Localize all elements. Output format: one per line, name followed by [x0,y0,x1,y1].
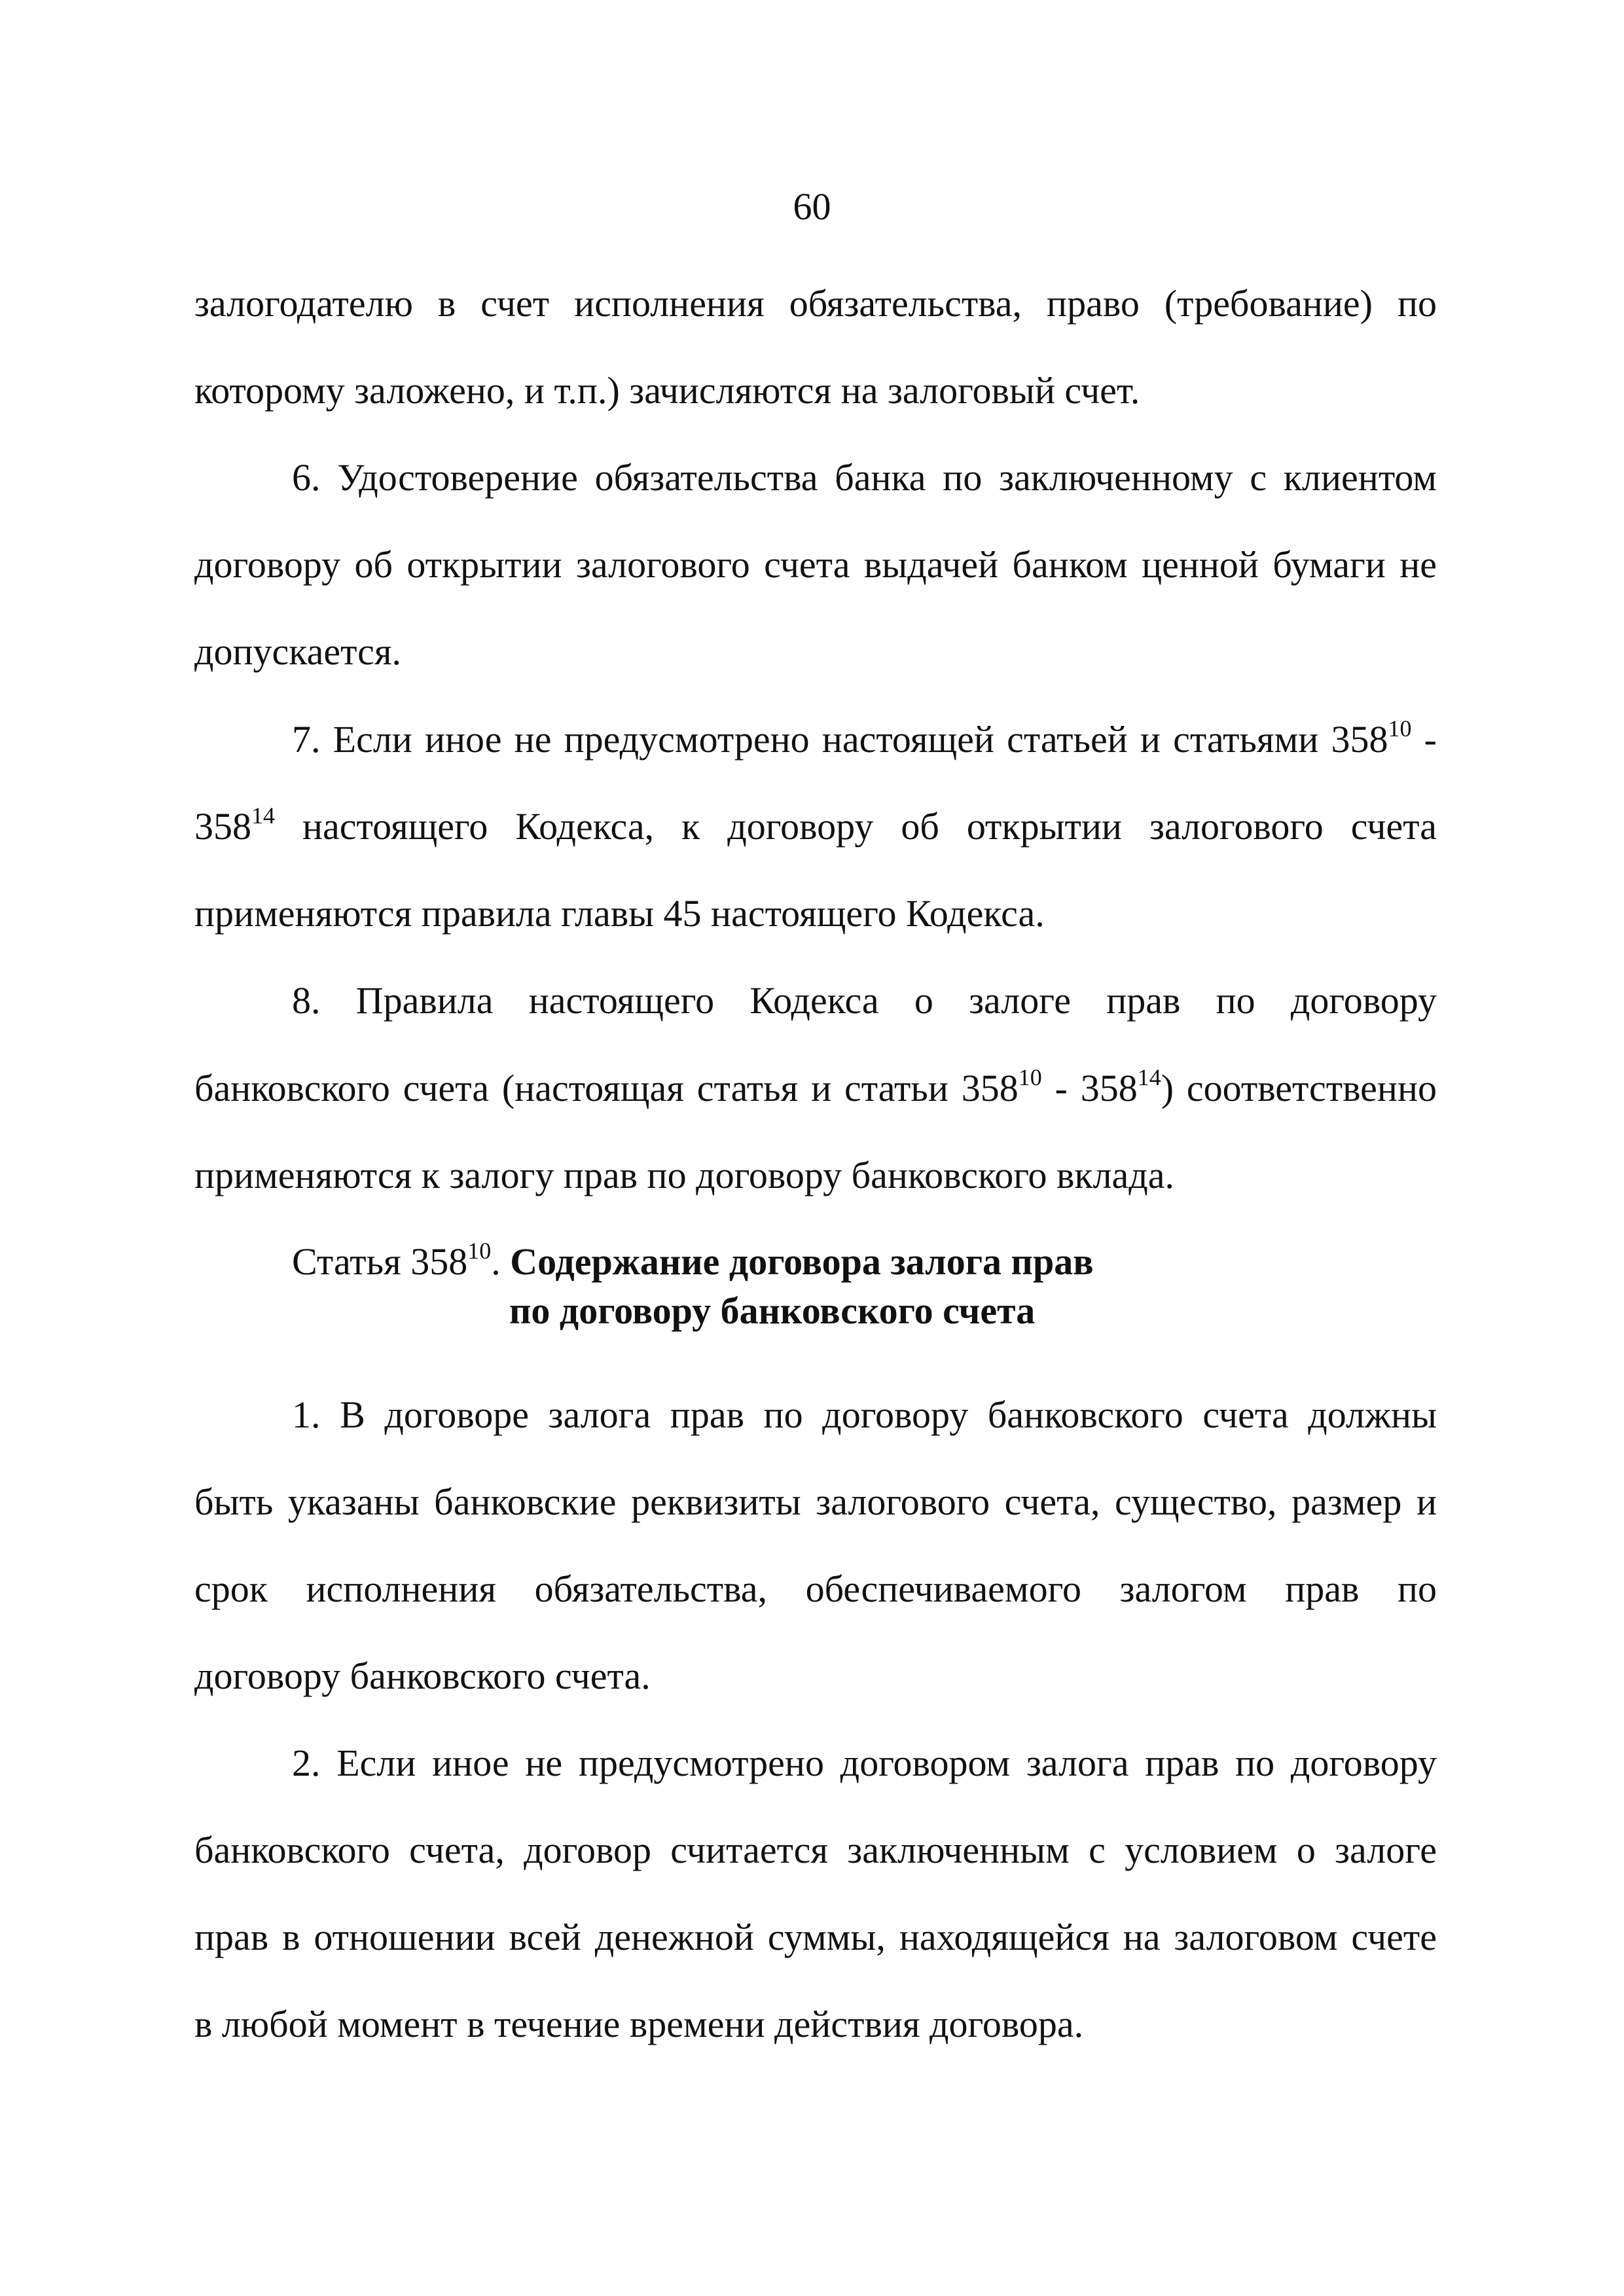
text-run: ) соответственно [1161,1067,1437,1109]
article-heading-line-2: по договору банковского счета [509,1289,1036,1332]
text-run: - [1411,718,1437,761]
paragraph-line: договору банковского счета. [194,1655,651,1697]
paragraph-line: 8. Правила настоящего Кодекса о залоге прав по договору [292,979,1437,1022]
superscript: 14 [1137,1064,1161,1090]
paragraph-line [194,802,1437,848]
paragraph-line: применяются к залогу прав по договору банковского вклада. [194,1154,1175,1196]
paragraph-line: допускается. [194,630,402,673]
paragraph-line: срок исполнения обязательства, обеспечиваемого залогом прав по [194,1568,1437,1610]
paragraph-line: банковского счета, договор считается заключенным с условием о залоге [194,1829,1437,1871]
text-run: - 358 [1041,1067,1138,1109]
text-run: 358 [194,805,251,848]
superscript: 10 [1018,1064,1042,1090]
paragraph-line [292,715,1437,761]
paragraph-line: залогодателю в счет исполнения обязательства, право (требование) по [194,282,1437,325]
article-dot: . [491,1240,511,1283]
text-run: банковского счета (настоящая статья и статьи 358 [194,1067,1019,1109]
paragraph-line: 2. Если иное не предусмотрено договором залога прав по договору [292,1742,1437,1784]
paragraph-line [194,1064,1437,1110]
text-run: настоящего Кодекса, к договору об открытии залогового счета [275,805,1437,848]
paragraph-line: в любой момент в течение времени действия договора. [194,2003,1084,2045]
article-prefix: Статья 358 [292,1240,468,1283]
paragraph-line: которому заложено, и т.п.) зачисляются на залоговый счет. [194,369,1140,412]
paragraph-line: быть указаны банковские реквизиты залогового счета, существо, размер и [194,1480,1437,1523]
superscript: 10 [1388,715,1412,742]
paragraph-line: прав в отношении всей денежной суммы, находящейся на залоговом счете [194,1916,1437,1958]
paragraph-line: применяются правила главы 45 настоящего Кодекса. [194,892,1045,935]
superscript: 10 [467,1237,492,1264]
paragraph-line: договору об открытии залогового счета выдачей банком ценной бумаги не [194,543,1437,586]
paragraph-line: 1. В договоре залога прав по договору банковского счета должны [292,1393,1437,1436]
page-number: 60 [793,185,831,228]
text-run: 7. Если иное не предусмотрено настоящей статьей и статьями 358 [292,718,1388,761]
paragraph-line: 6. Удостоверение обязательства банка по заключенному с клиентом [292,456,1437,499]
article-title: Содержание договора залога прав [510,1240,1094,1283]
superscript: 14 [251,802,275,829]
article-heading-line-1 [292,1237,1094,1283]
